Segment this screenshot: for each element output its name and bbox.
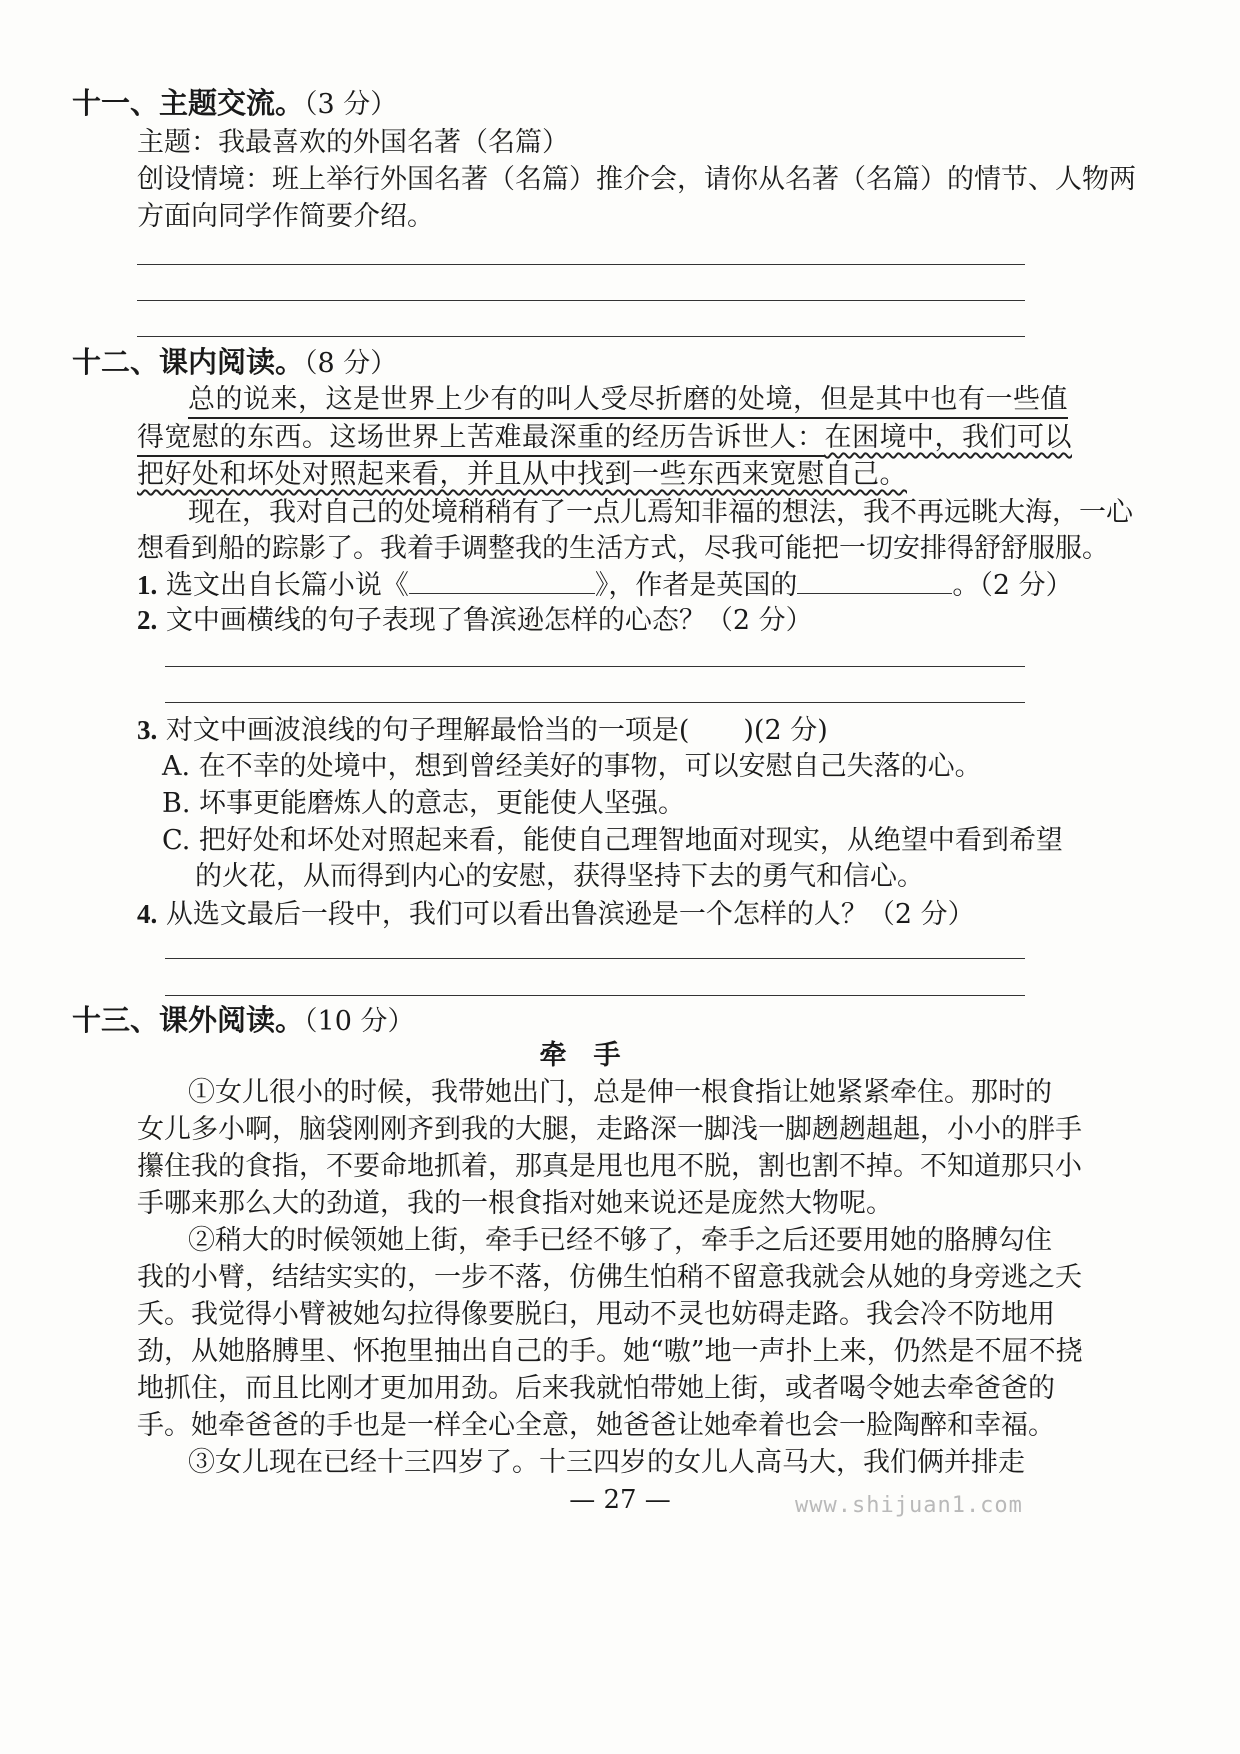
section-12-heading (72, 342, 397, 384)
passage-line: 地抓住，而且比刚才更加用劲。后来我就怕带她上街，或者喝令她去牵爸爸的 (137, 1373, 1055, 1404)
passage-line: ①女儿很小的时候，我带她出门，总是伸一根食指让她紧紧牵住。那时的 (188, 1077, 1052, 1108)
answer-line[interactable] (137, 336, 1025, 337)
question-number: 4. (137, 899, 158, 929)
fill-blank-author[interactable] (797, 565, 952, 594)
option-c[interactable]: C. 把好处和坏处对照起来看，能使自己理智地面对现实，从绝望中看到希望 (162, 825, 1063, 856)
wavy-underlined-sentence: 把好处和坏处对照起来看，并且从中找到一些东西来宽慰自己。 (137, 459, 907, 490)
section-12-title: 十二、课内阅读。 (72, 345, 305, 379)
section-11-topic: 主题：我最喜欢的外国名著（名篇） (137, 127, 569, 158)
underlined-sentence: 总的说来，这是世界上少有的叫人受尽折磨的处境，但是其中也有一些值 (188, 384, 1068, 419)
passage-line: 手哪来那么大的劲道，我的一根食指对她来说还是庞然大物呢。 (137, 1188, 893, 1219)
section-12-score: （8 分） (304, 348, 398, 379)
section-13-score: （10 分） (304, 1006, 415, 1037)
passage-line: 劲，从她胳膊里、怀抱里抽出自己的手。她“嗷”地一声扑上来，仍然是不屈不挠 (137, 1336, 1083, 1367)
answer-line[interactable] (165, 702, 1025, 703)
passage-line: 手。她牵爸爸的手也是一样全心全意，她爸爸让她牵着也会一脸陶醉和幸福。 (137, 1410, 1055, 1441)
passage-line: 女儿多小啊，脑袋刚刚齐到我的大腿，走路深一脚浅一脚趔趔趄趄，小小的胖手 (137, 1114, 1082, 1145)
passage-line: 想看到船的踪影了。我着手调整我的生活方式，尽我可能把一切安排得舒舒服服。 (137, 533, 1109, 564)
answer-line[interactable] (165, 995, 1025, 996)
passage-line: ③女儿现在已经十三四岁了。十三四岁的女儿人高马大，我们俩并排走 (188, 1447, 1025, 1478)
underlined-sentence: 得宽慰的东西。这场世界上苦难最深重的经历告诉世人： (137, 422, 825, 457)
section-11-heading (72, 83, 397, 125)
section-11-scenario-line-2: 方面向同学作简要介绍。 (137, 201, 434, 232)
watermark: www.shijuan1.com (795, 1493, 1023, 1518)
question-text: 从选文最后一段中，我们可以看出鲁滨逊是一个怎样的人？（2 分） (165, 899, 975, 930)
answer-line[interactable] (165, 666, 1025, 667)
answer-line[interactable] (137, 264, 1025, 265)
passage-line: ②稍大的时候领她上街，牵手已经不够了，牵手之后还要用她的胳膊勾住 (188, 1225, 1052, 1256)
section-13-title: 十三、课外阅读。 (72, 1003, 305, 1037)
question-text: 文中画横线的句子表现了鲁滨逊怎样的心态？（2 分） (165, 605, 813, 636)
question-number: 1. (137, 570, 158, 600)
passage-line: 夭。我觉得小臂被她勾拉得像要脱臼，甩动不灵也妨碍走路。我会冷不防地用 (137, 1299, 1055, 1330)
passage-line: 我的小臂，结结实实的，一步不落，仿佛生怕稍不留意我就会从她的身旁逃之夭 (137, 1262, 1082, 1293)
option-a[interactable]: A. 在不幸的处境中，想到曾经美好的事物，可以安慰自己失落的心。 (162, 751, 982, 782)
option-c-continued: 的火花，从而得到内心的安慰，获得坚持下去的勇气和信心。 (195, 861, 924, 892)
article-title: 牵 手 (539, 1040, 621, 1071)
passage-line (137, 418, 1072, 458)
answer-line[interactable] (137, 300, 1025, 301)
question-4 (137, 894, 975, 935)
question-3 (137, 710, 828, 751)
answer-line[interactable] (165, 958, 1025, 959)
question-number: 2. (137, 605, 158, 635)
section-11-score: （3 分） (304, 89, 398, 120)
question-2 (137, 600, 813, 641)
question-text: 》，作者是英国的 (594, 570, 798, 601)
passage-line: 攥住我的食指，不要命地抓着，那真是甩也甩不脱，割也割不掉。不知道那只小 (137, 1151, 1082, 1182)
passage-line: 现在，我对自己的处境稍稍有了一点儿焉知非福的想法，我不再远眺大海，一心 (188, 497, 1133, 528)
question-number: 3. (137, 715, 158, 745)
fill-blank-novel-title[interactable] (409, 565, 595, 594)
option-b[interactable]: B. 坏事更能磨炼人的意志，更能使人坚强。 (162, 788, 686, 819)
passage-line (188, 380, 1068, 420)
passage-line (137, 455, 907, 495)
page-number: — 27 — (569, 1485, 671, 1515)
section-11-scenario-line-1: 创设情境：班上举行外国名著（名篇）推介会，请你从名著（名篇）的情节、人物两 (137, 164, 1136, 195)
question-score: 。（2 分） (952, 570, 1073, 601)
wavy-underlined-sentence: 在困境中，我们可以 (824, 422, 1072, 453)
question-text: 选文出自长篇小说《 (165, 570, 409, 601)
question-text: 对文中画波浪线的句子理解最恰当的一项是( )(2 分) (165, 715, 828, 746)
section-11-title: 十一、主题交流。 (72, 86, 305, 120)
